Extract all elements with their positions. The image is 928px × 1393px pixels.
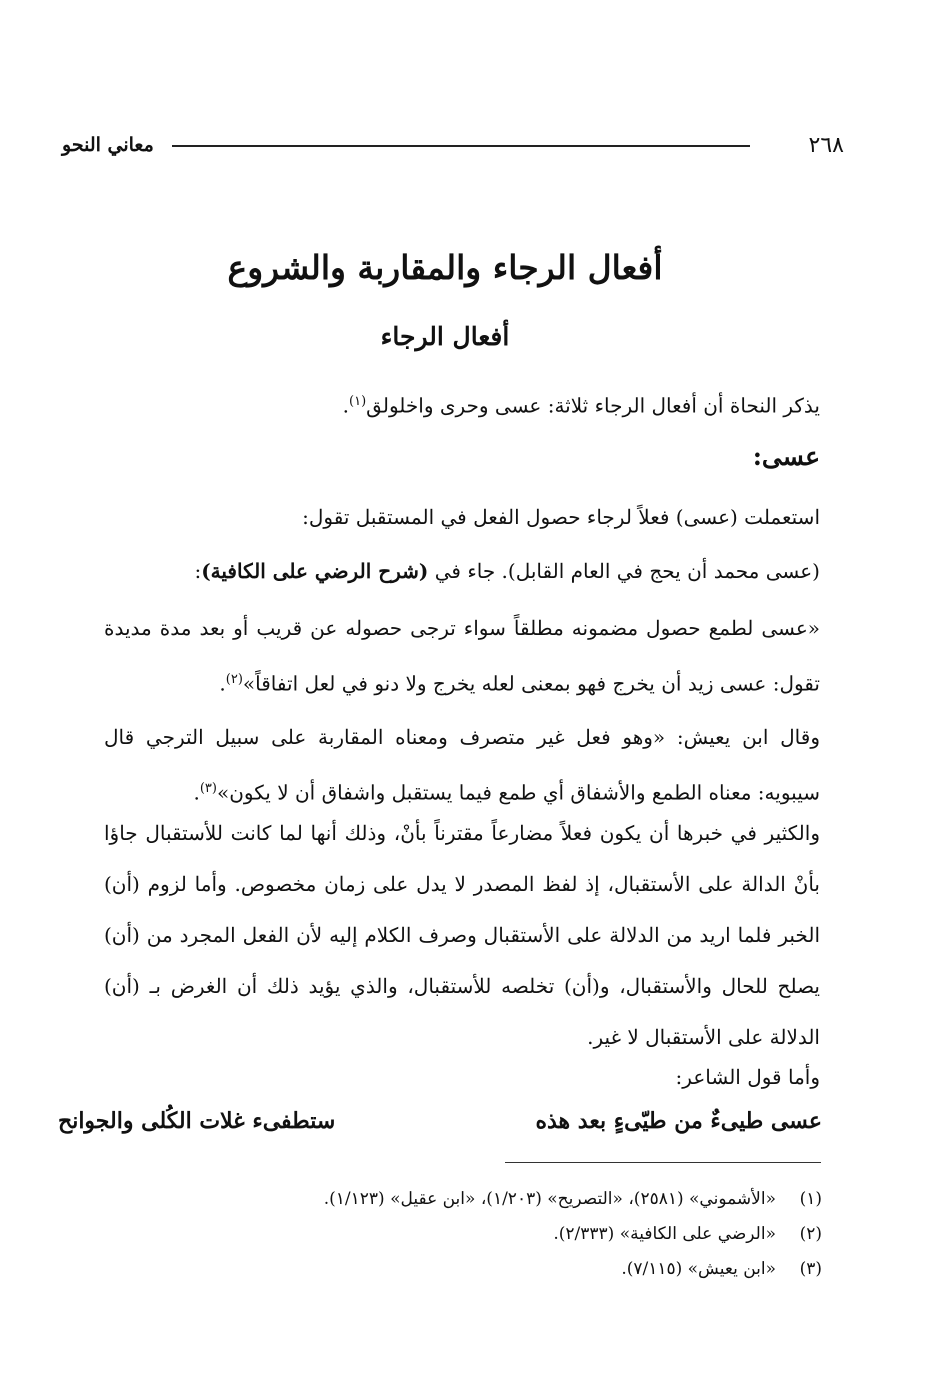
paragraph-3-text: «عسى لطمع حصول مضمونه مطلقاً سواء ترجى حصوله عن قريب أو بعد مدة مديدة تقول: عسى زيد أن يخرج فهو بمعنى لعله يخرج ولا دنو في لعل اتفاقاً» [104,616,820,696]
footnote-separator [505,1162,821,1163]
verse-first-hemistich: عسى طيىءٌ من طيّىءٍ بعد هذه [535,1108,822,1134]
chapter-title: أفعال الرجاء والمقاربة والشروع [227,248,663,287]
intro-end: . [342,393,350,418]
paragraph-3 [104,603,820,710]
source-title: (شرح الرضي على الكافية) [201,559,429,583]
footnote-ref-2: (٢) [225,672,243,687]
section-title: أفعال الرجاء [380,322,510,351]
subheading-asa: عسى: [752,442,820,471]
intro-paragraph [104,376,820,432]
footnote-number: (٣) [799,1259,822,1279]
paragraph-2-text: (عسى محمد أن يحج في العام القابل). جاء في [434,559,820,583]
paragraph-3-end: . [219,671,226,696]
verse-second-hemistich: ستطفىء غلات الكُلى والجوانح [58,1108,336,1134]
footnote [324,1182,822,1217]
paragraph-2-end: : [194,559,202,583]
footnote [324,1252,822,1287]
footnote-number: (٢) [799,1224,822,1244]
footnote-text: «الأشموني» (٢٥٨١)، «التصريح» (١/٢٠٣)، «ابن عقيل» (١/١٢٣). [323,1189,776,1209]
header-rule [172,145,750,147]
footnote-ref-1: (١) [349,394,367,409]
footnote-text: «الرضي على الكافية» (٢/٣٣٣). [553,1224,776,1244]
intro-text: يذكر النحاة أن أفعال الرجاء ثلاثة: عسى وحرى واخلولق [366,393,820,418]
footnote-number: (١) [799,1189,822,1209]
paragraph-2 [104,546,820,597]
footnote-text: «ابن يعيش» (٧/١١٥). [621,1259,776,1279]
running-title: معاني النحو [62,134,154,156]
paragraph-6: وأما قول الشاعر: [675,1065,820,1089]
paragraph-4-end: . [193,780,200,805]
footnote [324,1217,822,1252]
page-number: ٢٦٨ [808,133,844,158]
paragraph-1: استعملت (عسى) فعلاً لرجاء حصول الفعل في المستقبل تقول: [302,505,820,529]
paragraph-5: والكثير في خبرها أن يكون فعلاً مضارعاً مقترناً بأنْ، وذلك أنها لما كانت للأستقبال جاؤا بأنْ الدالة على الأستقبال، إذ لفظ المصدر لا يدل على زمان مخصوص. وأما لزوم (أن) الخبر فلما اريد من الدلالة على الأستقبال وصرف الكلام إليه لأن الفعل المجرد من (أن) يصلح للحال والأستقبال، و(أن) تخلصه للأستقبال، والذي يؤيد ذلك أن الغرض بـ (أن) الدلالة على الأستقبال لا غير. [104,821,820,1049]
footnotes [324,1182,822,1287]
paragraph-4 [104,712,820,819]
paragraph-4-text: وقال ابن يعيش: «وهو فعل غير متصرف ومعناه المقاربة على سبيل الترجي قال سيبويه: معناه الطمع والأشفاق أي طمع فيما يستقبل واشفاق أن لا يكون» [104,725,820,805]
footnote-ref-3: (٣) [199,781,217,796]
